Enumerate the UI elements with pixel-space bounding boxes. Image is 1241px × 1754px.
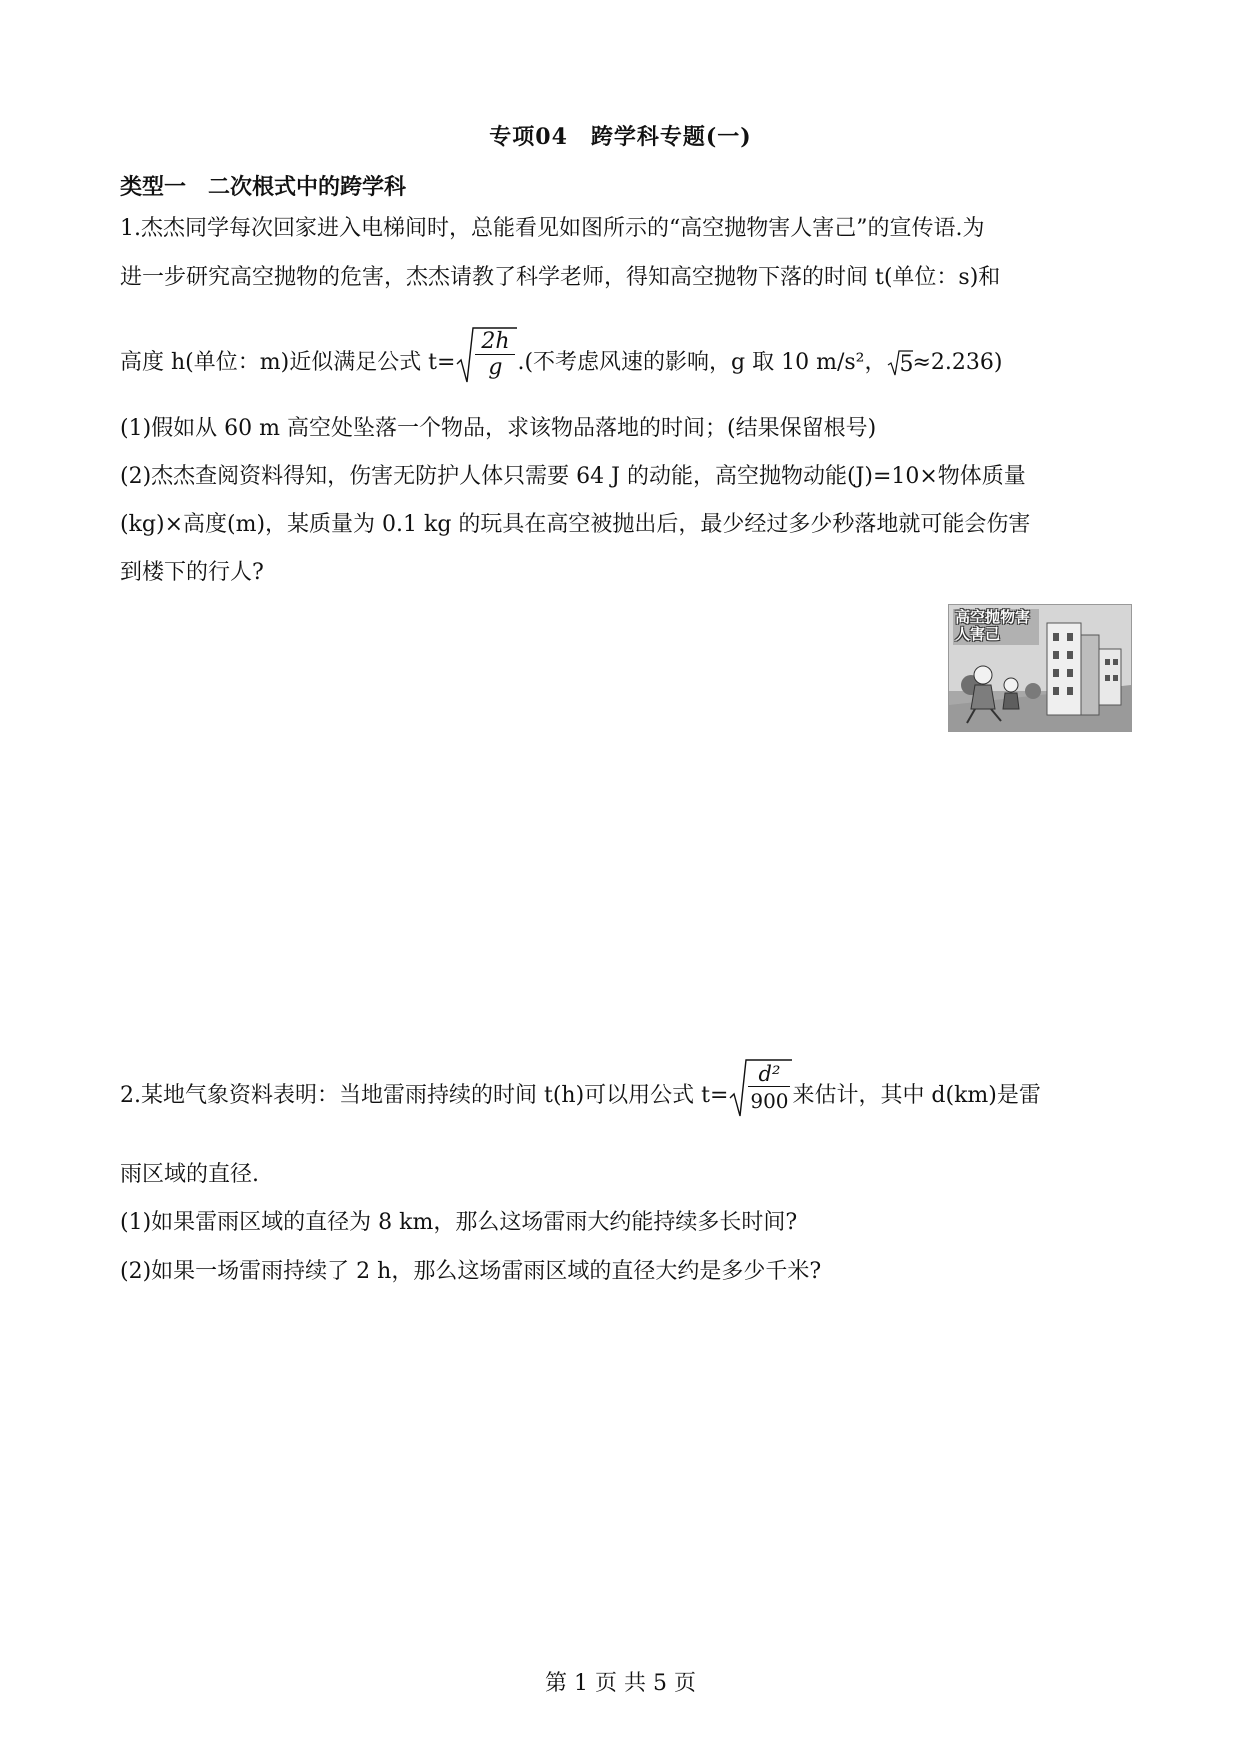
q1-sub1: (1)假如从 60 m 高空处坠落一个物品，求该物品落地的时间；(结果保留根号): [120, 416, 877, 441]
section-title: 类型一 二次根式中的跨学科: [120, 174, 407, 200]
q1-line3: [120, 329, 1003, 386]
q1-sub2-line1: (2)杰杰查阅资料得知，伤害无防护人体只需要 64 J 的动能，高空抛物动能(J)=10×物体质量: [120, 464, 1026, 489]
q2-sub2: (2)如果一场雷雨持续了 2 h，那么这场雷雨区域的直径大约是多少千米?: [120, 1259, 822, 1284]
sqrt-formula-q2: [728, 1056, 792, 1120]
q1-line2: 进一步研究高空抛物的危害，杰杰请教了科学老师，得知高空抛物下落的时间 t(单位：s)和: [120, 265, 1001, 290]
sqrt-formula-q1: [455, 324, 517, 386]
q1-line3-before: 高度 h(单位：m)近似满足公式 t=: [120, 350, 456, 375]
q2-formula-numerator: d²: [758, 1062, 781, 1086]
q1-sub2-line2: (kg)×高度(m)，某质量为 0.1 kg 的玩具在高空被抛出后，最少经过多少秒落地就可能会伤害: [120, 512, 1031, 537]
q1-line1: 1.杰杰同学每次回家进入电梯间时，总能看见如图所示的“高空抛物害人害己”的宣传语.为: [120, 216, 985, 241]
q2-sub1: (1)如果雷雨区域的直径为 8 km，那么这场雷雨大约能持续多长时间?: [120, 1210, 798, 1235]
q1-line3-end: ≈2.236): [912, 350, 1003, 375]
q1-line3-after: .(不考虑风速的影响，g 取 10 m/s²，: [517, 350, 887, 375]
sqrt-5: [887, 349, 913, 377]
sqrt5-radicand: 5: [899, 352, 914, 377]
q2-line1: [120, 1062, 1041, 1120]
q1-formula-numerator: 2h: [481, 329, 510, 354]
q2-formula-denominator: 900: [750, 1089, 789, 1113]
poster-caption: 高空抛物害人害己: [955, 608, 1031, 643]
page-title: 专项04 跨学科专题(一): [489, 124, 752, 150]
q1-sub2-line3: 到楼下的行人?: [120, 560, 264, 585]
high-altitude-poster-image: [948, 604, 1132, 732]
q1-formula-denominator: g: [488, 355, 503, 380]
q2-line2: 雨区域的直径.: [120, 1162, 259, 1187]
q2-line1-after: 来估计，其中 d(km)是雷: [792, 1083, 1041, 1108]
page-footer: 第 1 页 共 5 页: [545, 1671, 696, 1696]
q2-line1-before: 2.某地气象资料表明：当地雷雨持续的时间 t(h)可以用公式 t=: [120, 1083, 729, 1108]
